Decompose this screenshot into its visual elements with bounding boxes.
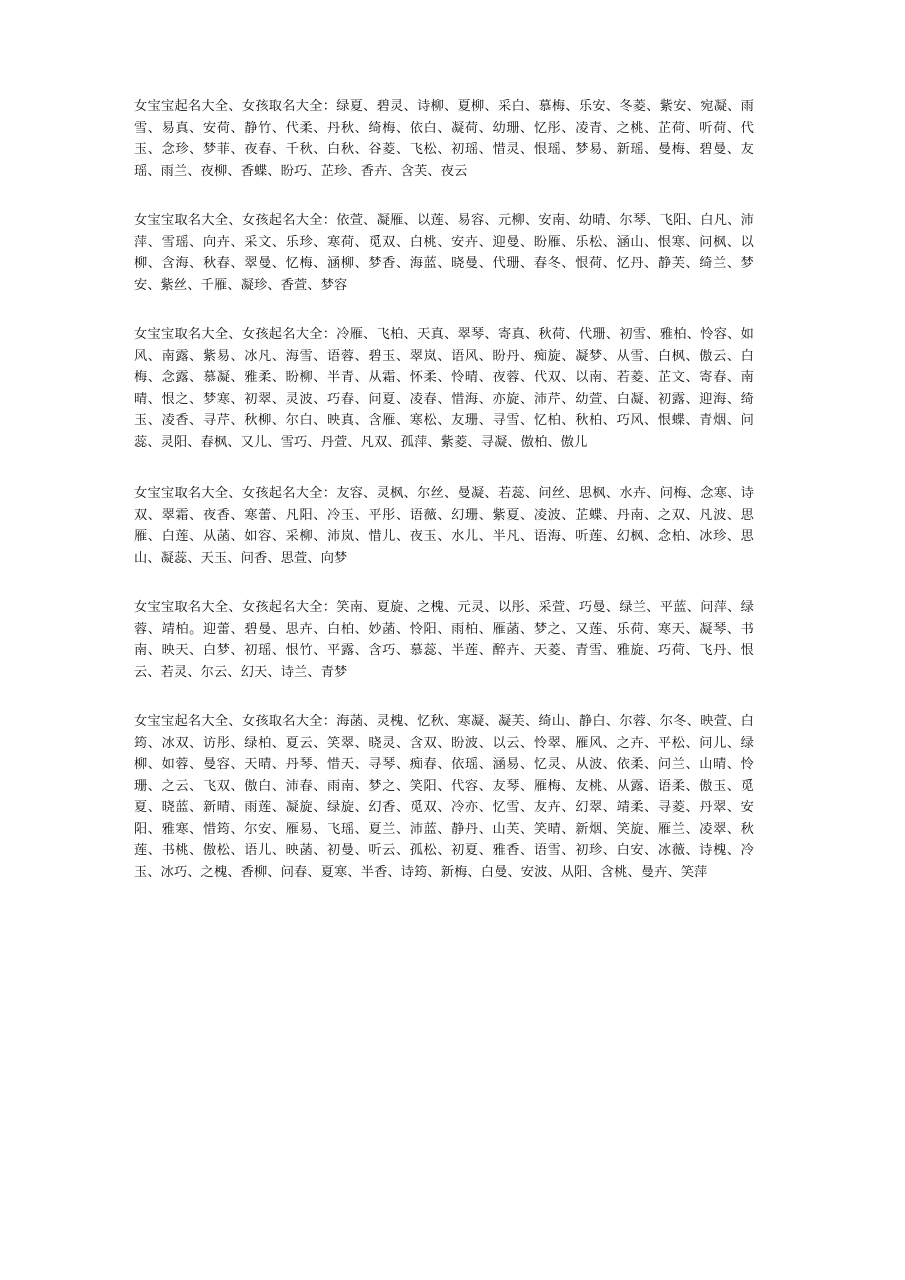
paragraph-1: 女宝宝起名大全、女孩取名大全：绿夏、碧灵、诗柳、夏柳、采白、慕梅、乐安、冬菱、紫安、宛凝、雨雪、易真、安荷、静竹、代柔、丹秋、绮梅、依白、凝荷、幼珊、忆彤、凌青、之桃、芷荷、听荷、代玉、念珍、梦菲、夜春、千秋、白秋、谷菱、飞松、初瑶、惜灵、恨瑶、梦易、新瑶、曼梅、碧曼、友瑶、雨兰、夜柳、香蝶、盼巧、芷珍、香卉、含芙、夜云 — [134, 99, 754, 179]
document-text-body — [134, 96, 754, 883]
paragraph-5: 女宝宝取名大全、女孩起名大全：笑南、夏旋、之槐、元灵、以彤、采萱、巧曼、绿兰、平蓝、问萍、绿蓉、靖柏。迎蕾、碧曼、思卉、白柏、妙菡、怜阳、雨柏、雁菡、梦之、又莲、乐荷、寒天、凝琴、书南、映天、白梦、初瑶、恨竹、平露、含巧、慕蕊、半莲、醉卉、天菱、青雪、雅旋、巧荷、飞丹、恨云、若灵、尔云、幻天、诗兰、青梦 — [134, 600, 754, 680]
paragraph-6: 女宝宝起名大全、女孩取名大全：海菡、灵槐、忆秋、寒凝、凝芙、绮山、静白、尔蓉、尔冬、映萱、白筠、冰双、访彤、绿柏、夏云、笑翠、晓灵、含双、盼波、以云、怜翠、雁风、之卉、平松、问儿、绿柳、如蓉、曼容、天晴、丹琴、惜天、寻琴、痴春、依瑶、涵易、忆灵、从波、依柔、问兰、山晴、怜珊、之云、飞双、傲白、沛春、雨南、梦之、笑阳、代容、友琴、雁梅、友桃、从露、语柔、傲玉、觅夏、晓蓝、新晴、雨莲、凝旋、绿旋、幻香、觅双、冷亦、忆雪、友卉、幻翠、靖柔、寻菱、丹翠、安阳、雅寒、惜筠、尔安、雁易、飞瑶、夏兰、沛蓝、静丹、山芙、笑晴、新烟、笑旋、雁兰、凌翠、秋莲、书桃、傲松、语儿、映菡、初曼、听云、孤松、初夏、雅香、语雪、初珍、白安、冰薇、诗槐、冷玉、冰巧、之槐、香柳、问春、夏寒、半香、诗筠、新梅、白曼、安波、从阳、含桃、曼卉、笑萍 — [134, 714, 754, 880]
paragraph-3: 女宝宝取名大全、女孩起名大全：冷雁、飞柏、天真、翠琴、寄真、秋荷、代珊、初雪、雅柏、怜容、如风、南露、紫易、冰凡、海雪、语蓉、碧玉、翠岚、语风、盼丹、痴旋、凝梦、从雪、白枫、傲云、白梅、念露、慕凝、雅柔、盼柳、半青、从霜、怀柔、怜晴、夜蓉、代双、以南、若菱、芷文、寄春、南晴、恨之、梦寒、初翠、灵波、巧春、问夏、凌春、惜海、亦旋、沛芹、幼萱、白凝、初露、迎海、绮玉、凌香、寻芹、秋柳、尔白、映真、含雁、寒松、友珊、寻雪、忆柏、秋柏、巧风、恨蝶、青烟、问蕊、灵阳、春枫、又儿、雪巧、丹萱、凡双、孤萍、紫菱、寻凝、傲柏、傲儿 — [134, 327, 754, 450]
paragraph-2: 女宝宝取名大全、女孩起名大全：依萱、凝雁、以莲、易容、元柳、安南、幼晴、尔琴、飞阳、白凡、沛萍、雪瑶、向卉、采文、乐珍、寒荷、觅双、白桃、安卉、迎曼、盼雁、乐松、涵山、恨寒、问枫、以柳、含海、秋春、翠曼、忆梅、涵柳、梦香、海蓝、晓曼、代珊、春冬、恨荷、忆丹、静芙、绮兰、梦安、紫丝、千雁、凝珍、香萱、梦容 — [134, 213, 754, 293]
paragraph-4: 女宝宝取名大全、女孩起名大全：友容、灵枫、尔丝、曼凝、若蕊、问丝、思枫、水卉、问梅、念寒、诗双、翠霜、夜香、寒蕾、凡阳、冷玉、平彤、语薇、幻珊、紫夏、凌波、芷蝶、丹南、之双、凡波、思雁、白莲、从菡、如容、采柳、沛岚、惜儿、夜玉、水儿、半凡、语海、听莲、幻枫、念柏、冰珍、思山、凝蕊、天玉、问香、思萱、向梦 — [134, 486, 754, 566]
